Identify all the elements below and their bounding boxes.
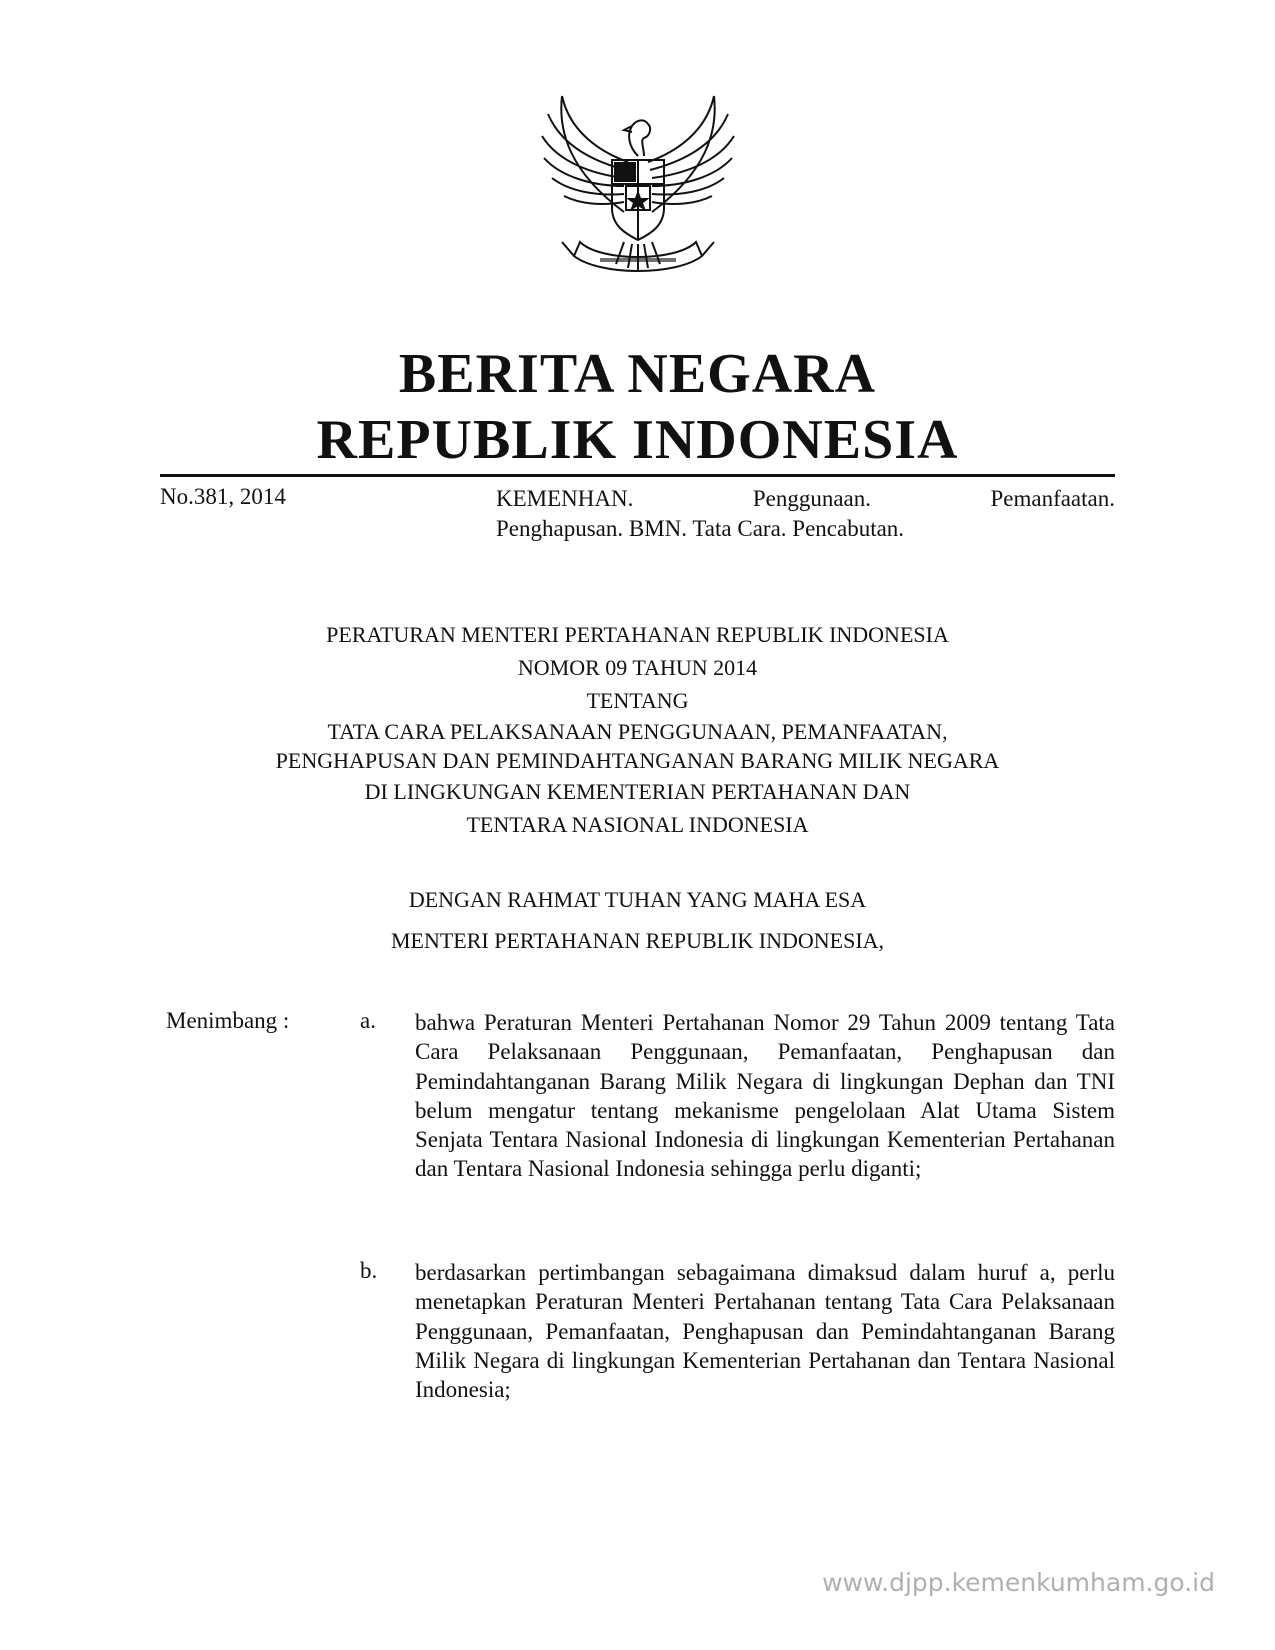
issue-subject-line2: Penghapusan. BMN. Tata Cara. Pencabutan. <box>496 516 905 541</box>
opening-formula <box>160 879 1115 961</box>
regulation-subject-line2: PENGHAPUSAN DAN PEMINDAHTANGANAN BARANG MILIK NEGARA <box>275 748 1000 773</box>
regulation-about: TENTANG <box>586 688 689 713</box>
regulation-number: NOMOR 09 TAHUN 2014 <box>517 655 758 680</box>
issue-subject <box>496 484 1115 544</box>
opening-line2: MENTERI PERTAHANAN REPUBLIK INDONESIA, <box>390 928 885 953</box>
considering-item-text: berdasarkan pertimbangan sebagaimana dimaksud dalam huruf a, perlu menetapkan Peraturan Menteri Pertahanan tentang Tata Cara Pelaksanaan Penggunaan, Pemanfaatan, Penghapusan dan Pemindahtanganan Barang Milik Negara di lingkungan Kementerian Pertahanan dan Tentara Nasional Indonesia; <box>415 1260 1115 1403</box>
issue-number: No.381, 2014 <box>160 484 286 509</box>
garuda-pancasila-emblem-icon <box>540 92 736 284</box>
opening-line1: DENGAN RAHMAT TUHAN YANG MAHA ESA <box>408 887 867 912</box>
gazette-title-line2: REPUBLIK INDONESIA <box>316 409 959 471</box>
considering-item-text: bahwa Peraturan Menteri Pertahanan Nomor 29 Tahun 2009 tentang Tata Cara Pelaksanaan Penggunaan, Pemanfaatan, Penghapusan dan Pemindahtanganan Barang Milik Negara di lingkungan Dephan dan TNI belum mengatur tentang mekanisme pengelolaan Alat Utama Sistem Senjata Tentara Nasional Indonesia di lingkungan Kementerian Pertahanan dan Tentara Nasional Indonesia sehingga perlu diganti; <box>415 1010 1115 1182</box>
regulation-heading <box>160 618 1115 841</box>
issue-subject-line1: KEMENHAN. Penggunaan. Pemanfaatan. <box>496 486 1115 511</box>
gazette-title-line1: BERITA NEGARA <box>398 343 877 405</box>
considering-item-letter: a. <box>360 1008 376 1033</box>
regulation-subject-line4: TENTARA NASIONAL INDONESIA <box>466 812 809 837</box>
regulation-title: PERATURAN MENTERI PERTAHANAN REPUBLIK INDONESIA <box>326 622 949 647</box>
considering-item-letter: b. <box>360 1258 378 1283</box>
header-divider <box>160 474 1115 477</box>
regulation-subject-line1: TATA CARA PELAKSANAAN PENGGUNAAN, PEMANFAATAN, <box>327 719 948 744</box>
regulation-subject-line3: DI LINGKUNGAN KEMENTERIAN PERTAHANAN DAN <box>364 779 911 804</box>
website-watermark: www.djpp.kemenkumham.go.id <box>822 1568 1215 1597</box>
considering-label: Menimbang : <box>166 1008 290 1033</box>
